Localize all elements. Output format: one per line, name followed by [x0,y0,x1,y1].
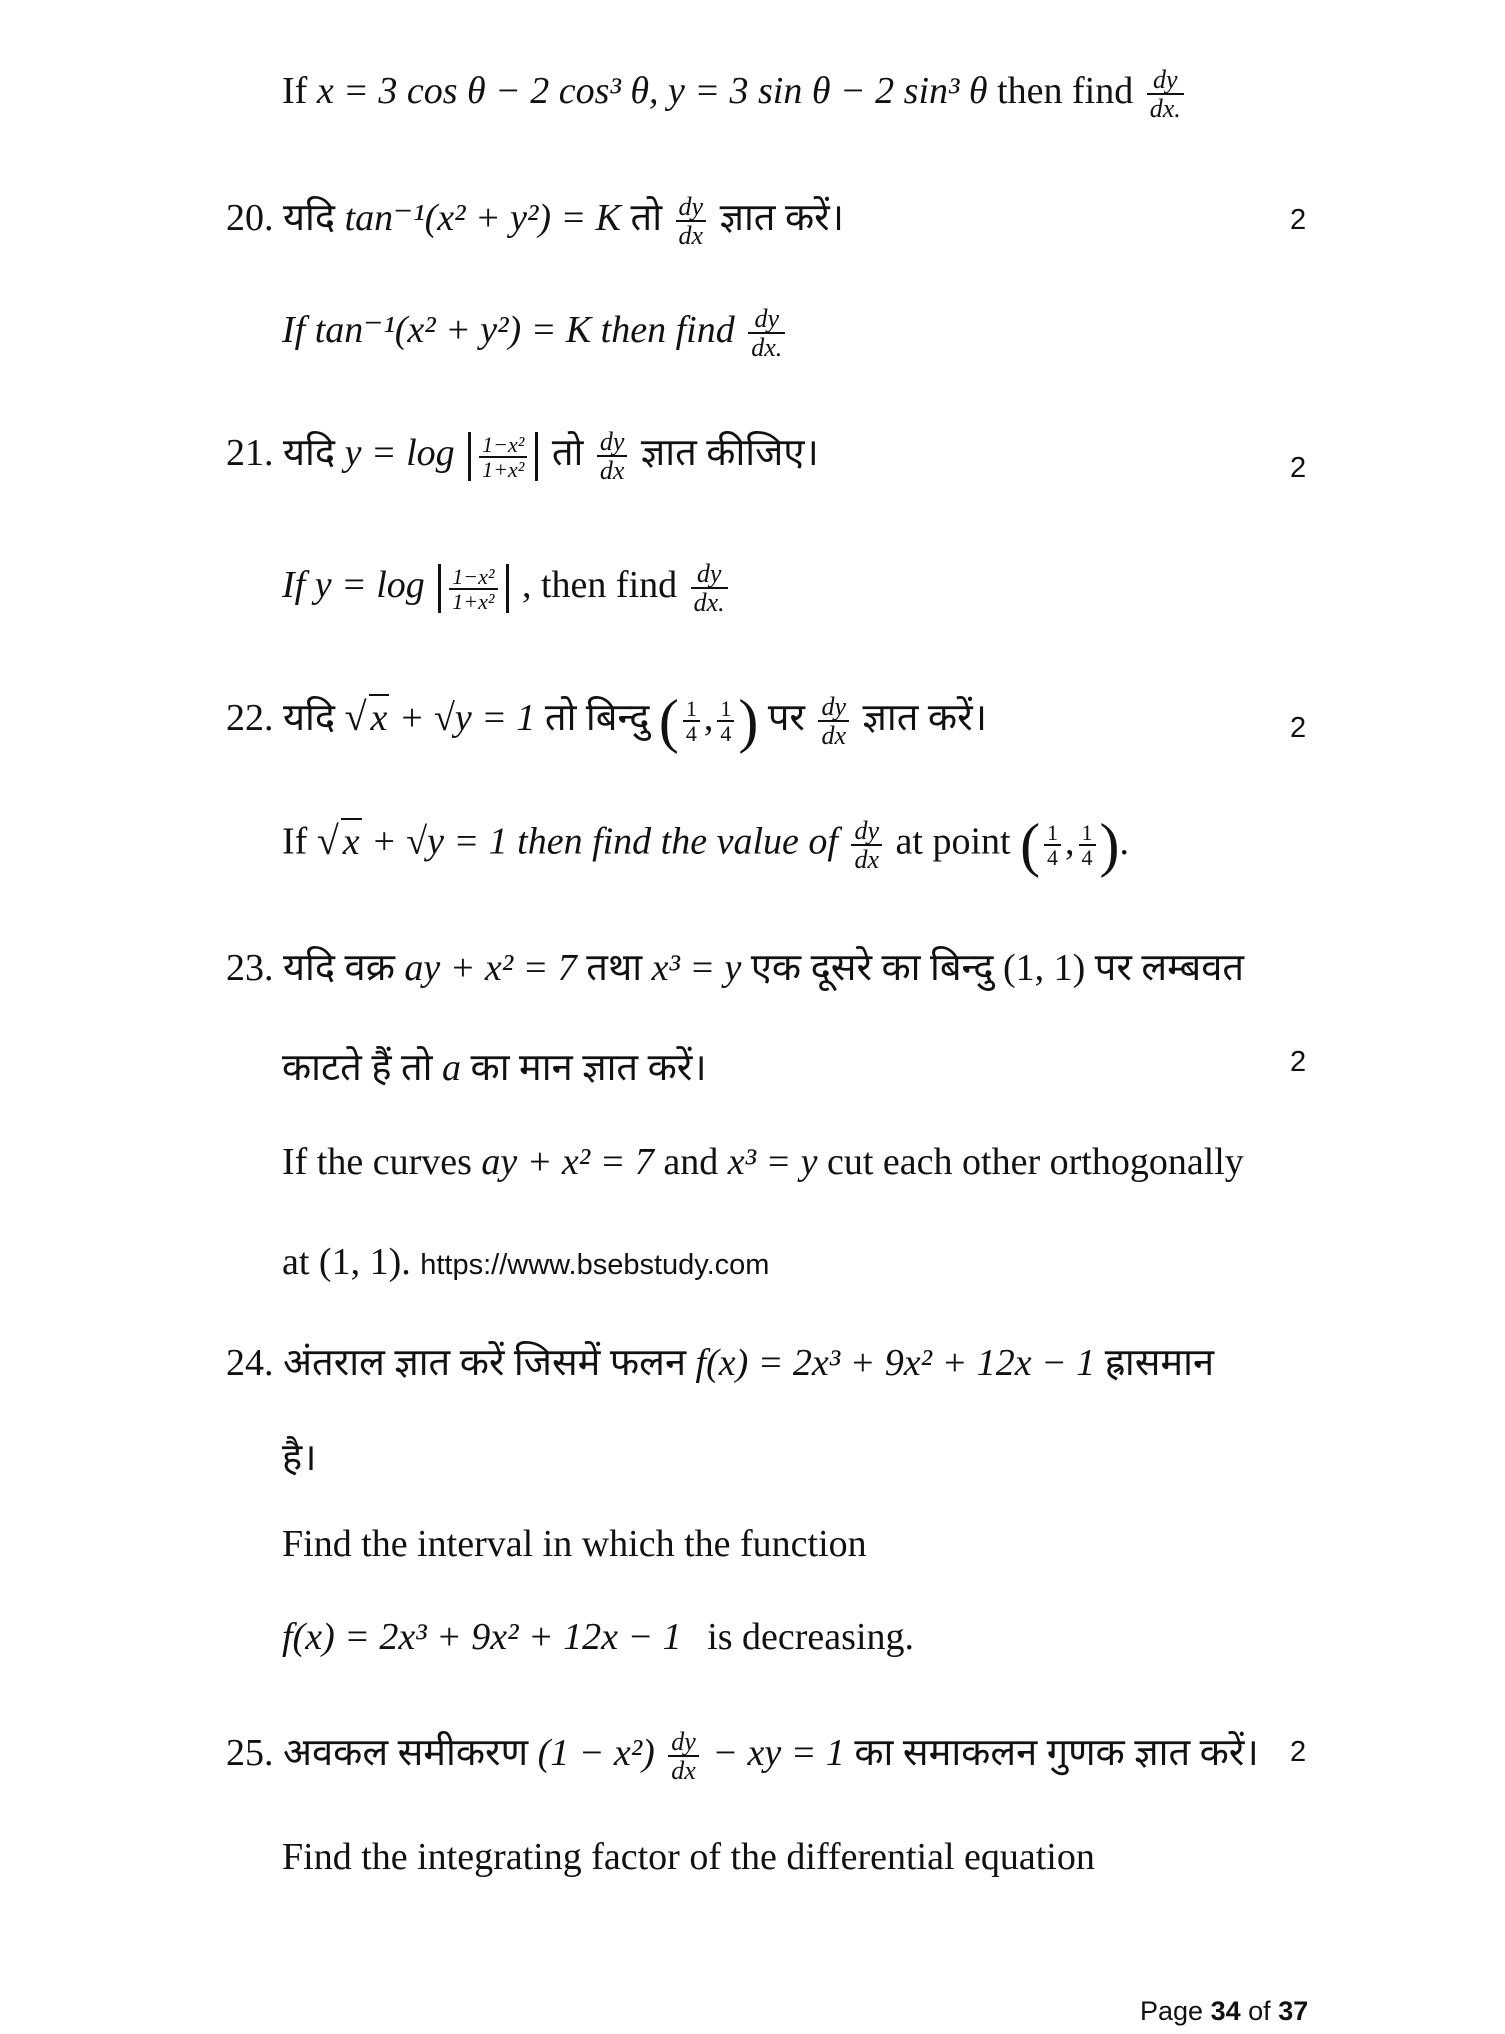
q24-en-line-1: Find the interval in which the function [282,1523,867,1565]
q21-hi-suffix: ज्ञात कीजिए। [640,432,819,474]
q22-en-at: at point [895,820,1011,863]
q23-hindi-line-1 [226,940,1244,992]
q21-hi-expr-left: y = log [344,432,455,474]
q25-en-line: Find the integrating factor of the differential equation [282,1836,1095,1878]
q22-en-expression: + √y = 1 then find the value of [371,820,838,863]
q24-english-line-2 [282,1615,914,1659]
q22-marks: 2 [1290,712,1307,744]
q23-en-expr-1: ay + x² = 7 [481,1141,654,1183]
q19-en-prefix: If [282,70,308,113]
q24-number: 24. [226,1342,274,1384]
q20-hi-mid: तो [630,197,663,239]
q20-en-dy-dx: $\frac{dy}{dx.}$ [748,305,785,362]
q23-english-line-1 [282,1140,1244,1184]
q23-en-expr-2: x³ = y [727,1141,818,1183]
q22-en-sqrt-x: √ x [316,817,360,863]
q21-en-abs: $\frac{\text{1−x²}}{\text{1+x²}}$ [438,564,508,613]
q22-number: 22. [226,697,274,739]
q21-hi-prefix: यदि [283,432,336,474]
q22-hi-point-word: तो बिन्दु [544,697,650,739]
q22-hi-point: ( $\frac{1}{4}$ , $\frac{1}{4}$ ) [658,688,759,755]
q21-en-suffix: , then find [522,564,678,607]
q23-en-and: and [663,1141,719,1183]
watermark-url[interactable]: https://www.bsebstudy.com [420,1249,770,1281]
q22-hi-par: पर [767,697,805,739]
q21-number: 21. [226,432,274,474]
q20-hi-prefix: यदि [283,197,336,239]
q23-number: 23. [226,947,274,989]
q22-en-dy-dx: $\frac{dy}{dx}$ [851,817,882,874]
q22-en-prefix: If [282,820,308,863]
q22-hi-suffix: ज्ञात करें। [862,697,988,739]
q23-hi-expr-2: x³ = y [651,947,742,989]
q25-hi-suffix: का समाकलन गुणक ज्ञात करें। [854,1732,1259,1774]
q23-hi-line-2-end: का मान ज्ञात करें। [470,1047,707,1089]
q21-marks: 2 [1290,452,1307,484]
q24-en-line-2-end: is decreasing. [707,1616,914,1658]
q21-hi-abs: $\frac{\text{1−x²}}{\text{1+x²}}$ [468,432,538,481]
page-total: 37 [1278,1996,1309,2026]
q24-hi-line-1: अंतराल ज्ञात करें जिसमें फलन [283,1342,687,1384]
q20-hi-expression: tan⁻¹(x² + y²) = K [344,197,622,239]
page-word: Page [1140,1996,1204,2026]
q23-hi-part-a: यदि वक्र [283,947,395,989]
q25-number: 25. [226,1732,274,1774]
q25-hi-prefix: अवकल समीकरण [283,1732,529,1774]
q23-hi-a: a [442,1047,462,1089]
q22-hindi-line [226,688,988,755]
q21-hi-mid: तो [551,432,584,474]
q20-number: 20. [226,197,274,239]
q21-en-prefix: If y = log [282,564,425,607]
q23-hi-line-2: काटते हैं तो [282,1047,433,1089]
q23-en-line-1: If the curves [282,1141,472,1183]
q24-hindi-line-1 [226,1335,1214,1387]
q23-en-line-2: at (1, 1). [282,1241,411,1283]
q25-hi-expr-right: − xy = 1 [712,1732,845,1774]
q22-hi-sqrt-x: √ x [344,694,388,739]
q24-en-expression: f(x) = 2x³ + 9x² + 12x − 1 [282,1616,682,1658]
q20-hi-dy-dx: $\frac{dy}{dx}$ [676,193,707,250]
q20-hindi-line [226,190,844,250]
q22-hi-prefix: यदि [283,697,336,739]
q19-en-expression: x = 3 cos θ − 2 cos³ θ, y = 3 sin θ − 2 sin³ θ [316,70,988,113]
q25-hi-expr-left: (1 − x²) [537,1732,655,1774]
q21-english-line [282,560,732,617]
q24-hi-line-2: है। [282,1437,317,1479]
q23-hindi-line-2 [282,1040,707,1092]
q24-hi-expression: f(x) = 2x³ + 9x² + 12x − 1 [695,1342,1096,1384]
q19-dy-dx-fraction: $\frac{dy}{dx.}$ [1147,66,1184,123]
q24-english-line-1 [282,1522,867,1566]
q23-en-line-1-end: cut each other orthogonally [827,1141,1244,1183]
q23-marks: 2 [1290,1046,1307,1078]
q20-en-text: If tan⁻¹(x² + y²) = K then find [282,309,735,352]
q21-en-dy-dx: $\frac{dy}{dx.}$ [691,560,728,617]
page-footer [1140,1996,1308,2027]
q19-english-line [282,66,1188,123]
q23-english-line-2 [282,1240,769,1284]
page-number: 34 [1210,1996,1241,2026]
q25-english-line [282,1835,1095,1879]
q21-hindi-line [226,425,819,485]
q24-hindi-line-2 [282,1430,317,1482]
q20-english-line [282,305,789,362]
q22-english-line [282,812,1130,878]
q19-en-suffix: then find [997,70,1134,113]
q25-marks: 2 [1290,1736,1307,1768]
of-word: of [1248,1996,1271,2026]
q20-marks: 2 [1290,204,1307,236]
q22-hi-dy-dx: $\frac{dy}{dx}$ [818,693,849,750]
q25-hi-dy-dx: $\frac{dy}{dx}$ [668,1728,699,1785]
q23-hi-expr-1: ay + x² = 7 [404,947,577,989]
q23-hi-part-b: तथा [586,947,643,989]
q22-hi-expression: + √y = 1 [398,697,536,739]
q20-hi-suffix: ज्ञात करें। [719,197,845,239]
q22-en-point: ( $\frac{1}{4}$ , $\frac{1}{4}$ ). [1020,812,1130,878]
q24-hi-line-1-end: ह्रासमान [1104,1342,1215,1384]
q21-hi-dy-dx: $\frac{dy}{dx}$ [597,428,628,485]
q25-hindi-line [226,1725,1259,1785]
q23-hi-part-c: एक दूसरे का बिन्दु (1, 1) पर लम्बवत [750,947,1245,989]
